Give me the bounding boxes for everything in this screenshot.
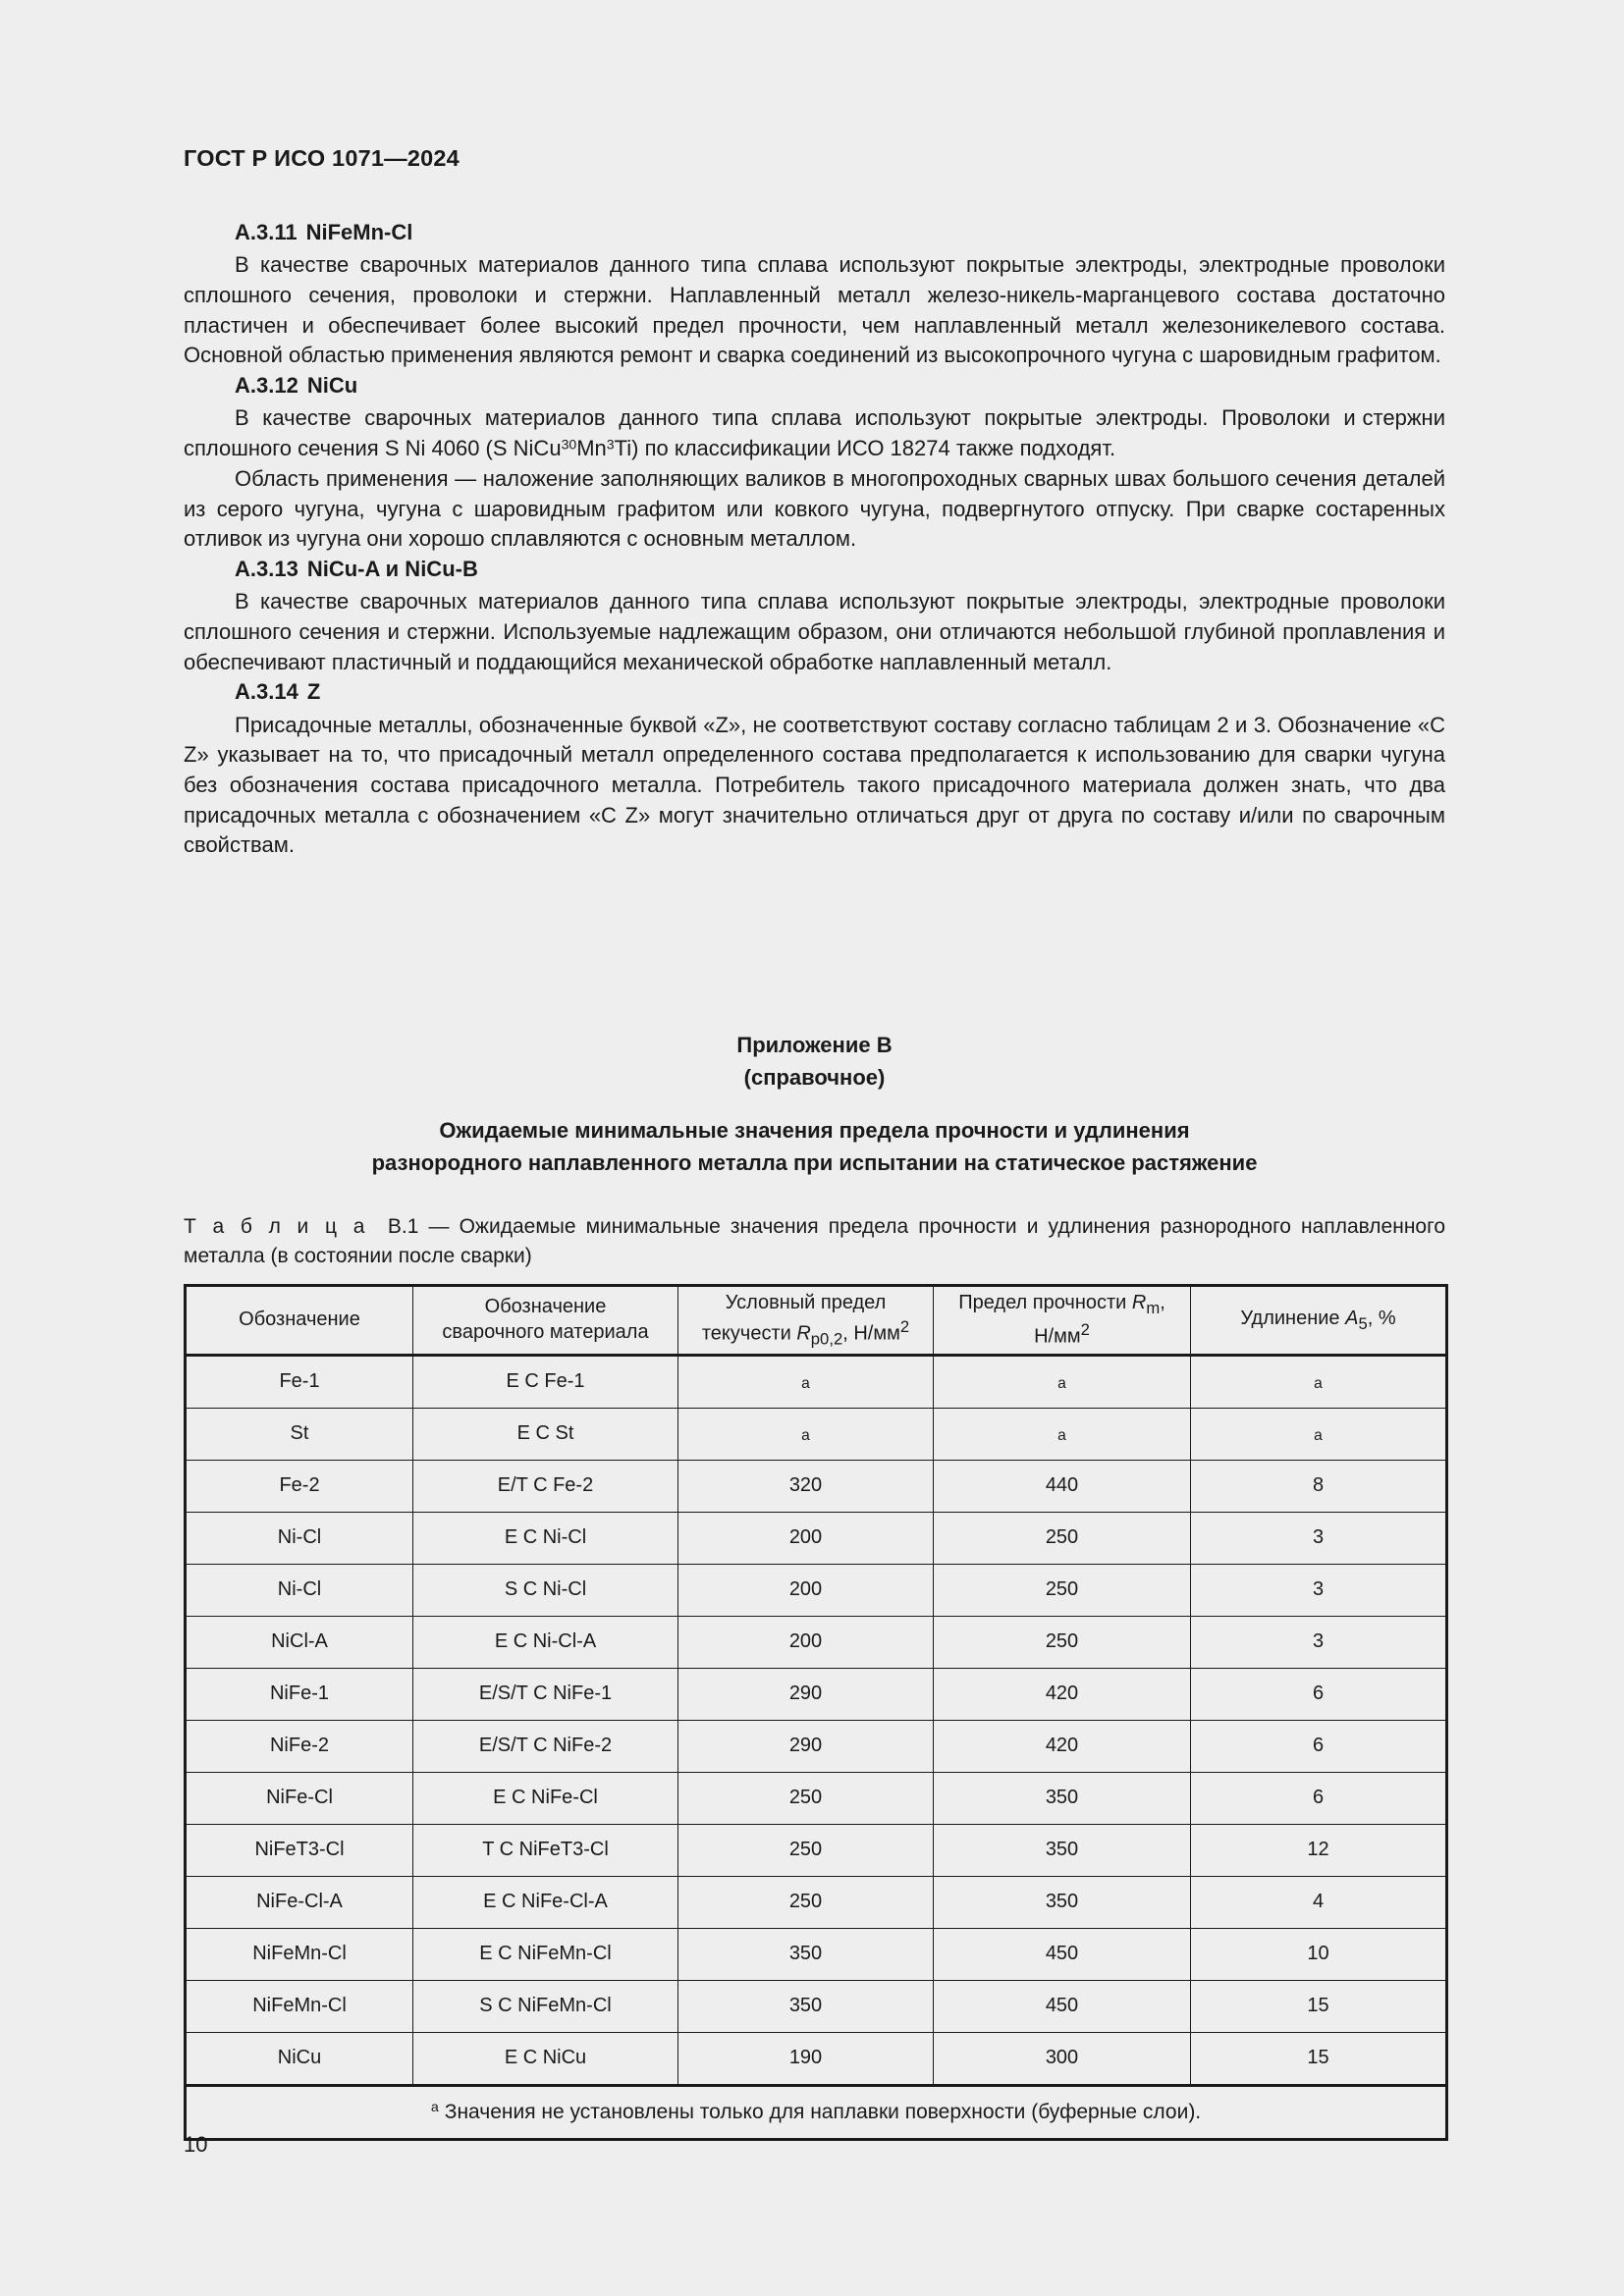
cell-rp02: 250 <box>678 1877 934 1929</box>
cell-rp02: 350 <box>678 1981 934 2033</box>
tensile-comma: , <box>1160 1292 1165 1314</box>
table-row <box>186 1825 1447 1877</box>
footnote-reference: a <box>1314 1427 1323 1445</box>
cell-consumable: E C NiCu <box>413 2033 678 2086</box>
cell-consumable: E C NiFe-Cl-A <box>413 1877 678 1929</box>
cell-designation: NiFe-Cl <box>186 1773 413 1825</box>
column-header-tensile-line-2 <box>938 1319 1186 1350</box>
cell-rp02 <box>678 1409 934 1461</box>
paragraph-a311-1: В качестве сварочных материалов данного типа сплава используют покрытые электроды, электродные проволоки сплошного сечения, проволоки и стержни. Наплавленный металл железо-никель-марганцевого состава достаточно пластичен и обеспечивает более высокий предел прочности, чем наплавленный металл железоникелевого состава. Основной областью применения являются ремонт и сварка соединений из высокопрочного чугуна с шаровидным графитом. <box>184 252 1445 368</box>
table-row <box>186 1721 1447 1773</box>
cell-a5 <box>1191 1409 1447 1461</box>
table-footnote-row <box>186 2086 1447 2140</box>
consumable-designation-suffix: Ti) по классификации ИСО 18274 также подходят. <box>614 436 1116 461</box>
cell-a5: 3 <box>1191 1617 1447 1669</box>
cell-consumable: E C NiFeMn-Cl <box>413 1929 678 1981</box>
cell-rp02: 250 <box>678 1773 934 1825</box>
cell-consumable: E/T C Fe-2 <box>413 1461 678 1513</box>
cell-consumable: E C Ni-Cl <box>413 1513 678 1565</box>
column-header-elongation <box>1191 1286 1447 1356</box>
cell-designation: NiFeT3-Cl <box>186 1825 413 1877</box>
cell-rm: 250 <box>934 1513 1191 1565</box>
tensile-units: Н/мм <box>1034 1325 1081 1348</box>
mn-label: Mn <box>576 436 607 461</box>
paragraph-a314-1: Присадочные металлы, обозначенные буквой «Z», не соответствуют составу согласно таблицам 2 и 3. Обозначение «С Z» указывает на то, что присадочный металл определенного состава предполагается к использованию для сварки чугуна без обозначения состава присадочного металла. Потребитель такого присадочного материала должен знать, что два присадочных металла с обозначением «С Z» могут значительно отличаться друг от друга по составу и/или по сварочным свойствам. <box>184 712 1445 858</box>
table-row <box>186 1929 1447 1981</box>
cell-designation: Ni-Cl <box>186 1513 413 1565</box>
clause-heading-a314 <box>184 677 1445 707</box>
cell-a5: 6 <box>1191 1773 1447 1825</box>
clause-number: A.3.13 <box>235 556 298 581</box>
cell-designation: NiCl-A <box>186 1617 413 1669</box>
cell-rm: 350 <box>934 1877 1191 1929</box>
cell-rp02: 320 <box>678 1461 934 1513</box>
cell-rp02: 200 <box>678 1513 934 1565</box>
cell-rp02: 350 <box>678 1929 934 1981</box>
cell-a5: 3 <box>1191 1565 1447 1617</box>
cell-consumable: T C NiFeT3-Cl <box>413 1825 678 1877</box>
cell-rp02: 200 <box>678 1565 934 1617</box>
table-caption-label: Т а б л и ц а <box>184 1215 368 1238</box>
subscript-5: 5 <box>1358 1313 1368 1333</box>
footnote-reference: a <box>1057 1427 1066 1445</box>
cell-rm: 440 <box>934 1461 1191 1513</box>
superscript-2: 2 <box>899 1316 910 1336</box>
cell-rm: 420 <box>934 1721 1191 1773</box>
column-header-yield-strength <box>678 1286 934 1356</box>
table-b1 <box>184 1284 1448 2141</box>
column-header-tensile-strength <box>934 1286 1191 1356</box>
cell-designation: NiFe-2 <box>186 1721 413 1773</box>
table-row <box>186 1461 1447 1513</box>
table-row <box>186 1669 1447 1721</box>
table-row <box>186 1356 1447 1409</box>
table-row <box>186 1409 1447 1461</box>
cell-a5: 15 <box>1191 1981 1447 2033</box>
table-caption-number: В.1 <box>387 1215 419 1238</box>
cell-designation: Fe-2 <box>186 1461 413 1513</box>
footnote-reference: a <box>801 1427 810 1445</box>
cell-a5: 6 <box>1191 1721 1447 1773</box>
clause-number: A.3.14 <box>235 679 298 705</box>
table-caption <box>184 1212 1445 1271</box>
elongation-suffix: , % <box>1367 1307 1396 1329</box>
cell-designation: NiCu <box>186 2033 413 2086</box>
running-header: ГОСТ Р ИСО 1071—2024 <box>184 145 460 171</box>
cell-rp02: 290 <box>678 1669 934 1721</box>
cell-rm <box>934 1356 1191 1409</box>
cell-rp02: 290 <box>678 1721 934 1773</box>
cell-designation: NiFeMn-Cl <box>186 1929 413 1981</box>
clause-number: A.3.12 <box>235 373 298 399</box>
annex-title-line-1: Ожидаемые минимальные значения предела прочности и удлинения <box>439 1118 1190 1143</box>
cell-designation: Ni-Cl <box>186 1565 413 1617</box>
subscript-m: m <box>1146 1299 1161 1318</box>
cell-designation: St <box>186 1409 413 1461</box>
table-header <box>186 1286 1447 1356</box>
tensile-prefix: Предел прочности <box>958 1292 1132 1314</box>
table-caption-text: — Ожидаемые минимальные значения предела прочности и удлинения разнородного наплавленного металла (в состоянии после сварки) <box>184 1215 1445 1267</box>
cell-rm <box>934 1409 1191 1461</box>
cell-a5: 4 <box>1191 1877 1447 1929</box>
cell-consumable: S C NiFeMn-Cl <box>413 1981 678 2033</box>
clause-title-text: NiCu <box>306 373 358 399</box>
cell-designation: Fe-1 <box>186 1356 413 1409</box>
footnote-marker: a <box>430 2100 439 2115</box>
cell-rm: 420 <box>934 1669 1191 1721</box>
cell-a5: 10 <box>1191 1929 1447 1981</box>
superscript-2: 2 <box>1080 1319 1090 1339</box>
cell-consumable: E C Ni-Cl-A <box>413 1617 678 1669</box>
cell-a5: 6 <box>1191 1669 1447 1721</box>
cell-rp02: 200 <box>678 1617 934 1669</box>
annex-heading <box>184 1029 1445 1094</box>
cell-consumable: E C St <box>413 1409 678 1461</box>
cell-a5: 3 <box>1191 1513 1447 1565</box>
cell-rm: 350 <box>934 1773 1191 1825</box>
table-footnote <box>186 2086 1447 2140</box>
annex-status: (справочное) <box>743 1065 886 1090</box>
superscript-30: 30 <box>561 436 577 453</box>
cell-designation: NiFeMn-Cl <box>186 1981 413 2033</box>
column-header-consumable-line-1: Обозначение <box>484 1296 607 1318</box>
table-row <box>186 2033 1447 2086</box>
yield-units: , Н/мм <box>842 1322 900 1345</box>
annex-title-line-2: разнородного наплавленного металла при испытании на статическое растяжение <box>371 1150 1258 1176</box>
clause-title-text: NiCu-A и NiCu-B <box>306 556 478 581</box>
cell-rp02: 190 <box>678 2033 934 2086</box>
superscript-3: 3 <box>606 436 615 453</box>
cell-rp02: 250 <box>678 1825 934 1877</box>
body-content <box>184 218 1445 861</box>
cell-a5: 15 <box>1191 2033 1447 2086</box>
clause-heading-a312 <box>184 371 1445 400</box>
clause-heading-a311 <box>184 218 1445 247</box>
paragraph-a313-1: В качестве сварочных материалов данного типа сплава используют покрытые электроды, электродные проволоки сплошного сечения и стержни. Используемые надлежащим образом, они отличаются небольшой глубиной проплавления и обеспечивают пластичный и поддающийся механической обработке наплавленный металл. <box>184 589 1445 674</box>
table-row <box>186 1773 1447 1825</box>
cell-consumable: E C Fe-1 <box>413 1356 678 1409</box>
footnote-text: Значения не установлены только для наплавки поверхности (буферные слои). <box>444 2101 1202 2124</box>
paragraph-a312-1-lead: В качестве сварочных материалов данного типа сплава используют покрытые электроды. Проволоки и <box>235 405 1363 431</box>
cell-rm: 250 <box>934 1565 1191 1617</box>
table-row <box>186 1877 1447 1929</box>
table-row <box>186 1617 1447 1669</box>
annex-title <box>184 1114 1445 1180</box>
column-header-tensile-line-1 <box>938 1291 1186 1318</box>
cell-a5: 8 <box>1191 1461 1447 1513</box>
cell-consumable: S C Ni-Cl <box>413 1565 678 1617</box>
cell-designation: NiFe-1 <box>186 1669 413 1721</box>
cell-a5 <box>1191 1356 1447 1409</box>
cell-rm: 450 <box>934 1981 1191 2033</box>
yield-prefix: текучести <box>701 1322 797 1345</box>
cell-consumable: E/S/T C NiFe-2 <box>413 1721 678 1773</box>
clause-number: A.3.11 <box>235 220 298 244</box>
column-header-designation: Обозначение <box>186 1286 413 1356</box>
clause-title-text: NiFeMn-Cl <box>305 220 413 244</box>
table-body <box>186 1356 1447 2140</box>
table-row <box>186 1565 1447 1617</box>
symbol-a5: A <box>1345 1307 1359 1329</box>
paragraph-a312-2: Область применения — наложение заполняющих валиков в многопроходных сварных швах большого сечения деталей из серого чугуна, чугуна с шаровидным графитом или ковкого чугуна, подвергнутого отпуску. При сварке состаренных отливок из чугуна они хорошо сплавляются с основным металлом. <box>184 465 1445 552</box>
footnote-reference: a <box>1314 1375 1323 1393</box>
table-header-row <box>186 1286 1447 1356</box>
column-header-yield-line-1: Условный предел <box>725 1292 887 1314</box>
column-header-consumable-line-2: сварочного материала <box>442 1321 649 1343</box>
column-header-yield-line-2 <box>682 1316 929 1350</box>
table-row <box>186 1981 1447 2033</box>
clause-heading-a313 <box>184 555 1445 584</box>
cell-a5: 12 <box>1191 1825 1447 1877</box>
elongation-prefix: Удлинение <box>1240 1307 1346 1329</box>
cell-rm: 450 <box>934 1929 1191 1981</box>
consumable-designation-prefix: стержни сплошного сечения S Ni 4060 (S NiCu <box>184 405 1445 461</box>
cell-rm: 250 <box>934 1617 1191 1669</box>
clause-title-text: Z <box>306 679 321 705</box>
page-number: 10 <box>184 2132 208 2157</box>
table-row <box>186 1513 1447 1565</box>
cell-consumable: E C NiFe-Cl <box>413 1773 678 1825</box>
table-b1-wrapper <box>184 1284 1445 2141</box>
symbol-rp02: R <box>796 1322 811 1345</box>
cell-rm: 350 <box>934 1825 1191 1877</box>
column-header-consumable <box>413 1286 678 1356</box>
cell-consumable: E/S/T C NiFe-1 <box>413 1669 678 1721</box>
symbol-rm: R <box>1131 1292 1147 1314</box>
cell-designation: NiFe-Cl-A <box>186 1877 413 1929</box>
annex-label: Приложение В <box>736 1033 893 1057</box>
footnote-reference: a <box>1057 1375 1066 1393</box>
paragraph-a312-1 <box>184 403 1445 463</box>
cell-rm: 300 <box>934 2033 1191 2086</box>
cell-rp02 <box>678 1356 934 1409</box>
subscript-p02: p0,2 <box>810 1329 843 1349</box>
footnote-reference: a <box>801 1375 810 1393</box>
